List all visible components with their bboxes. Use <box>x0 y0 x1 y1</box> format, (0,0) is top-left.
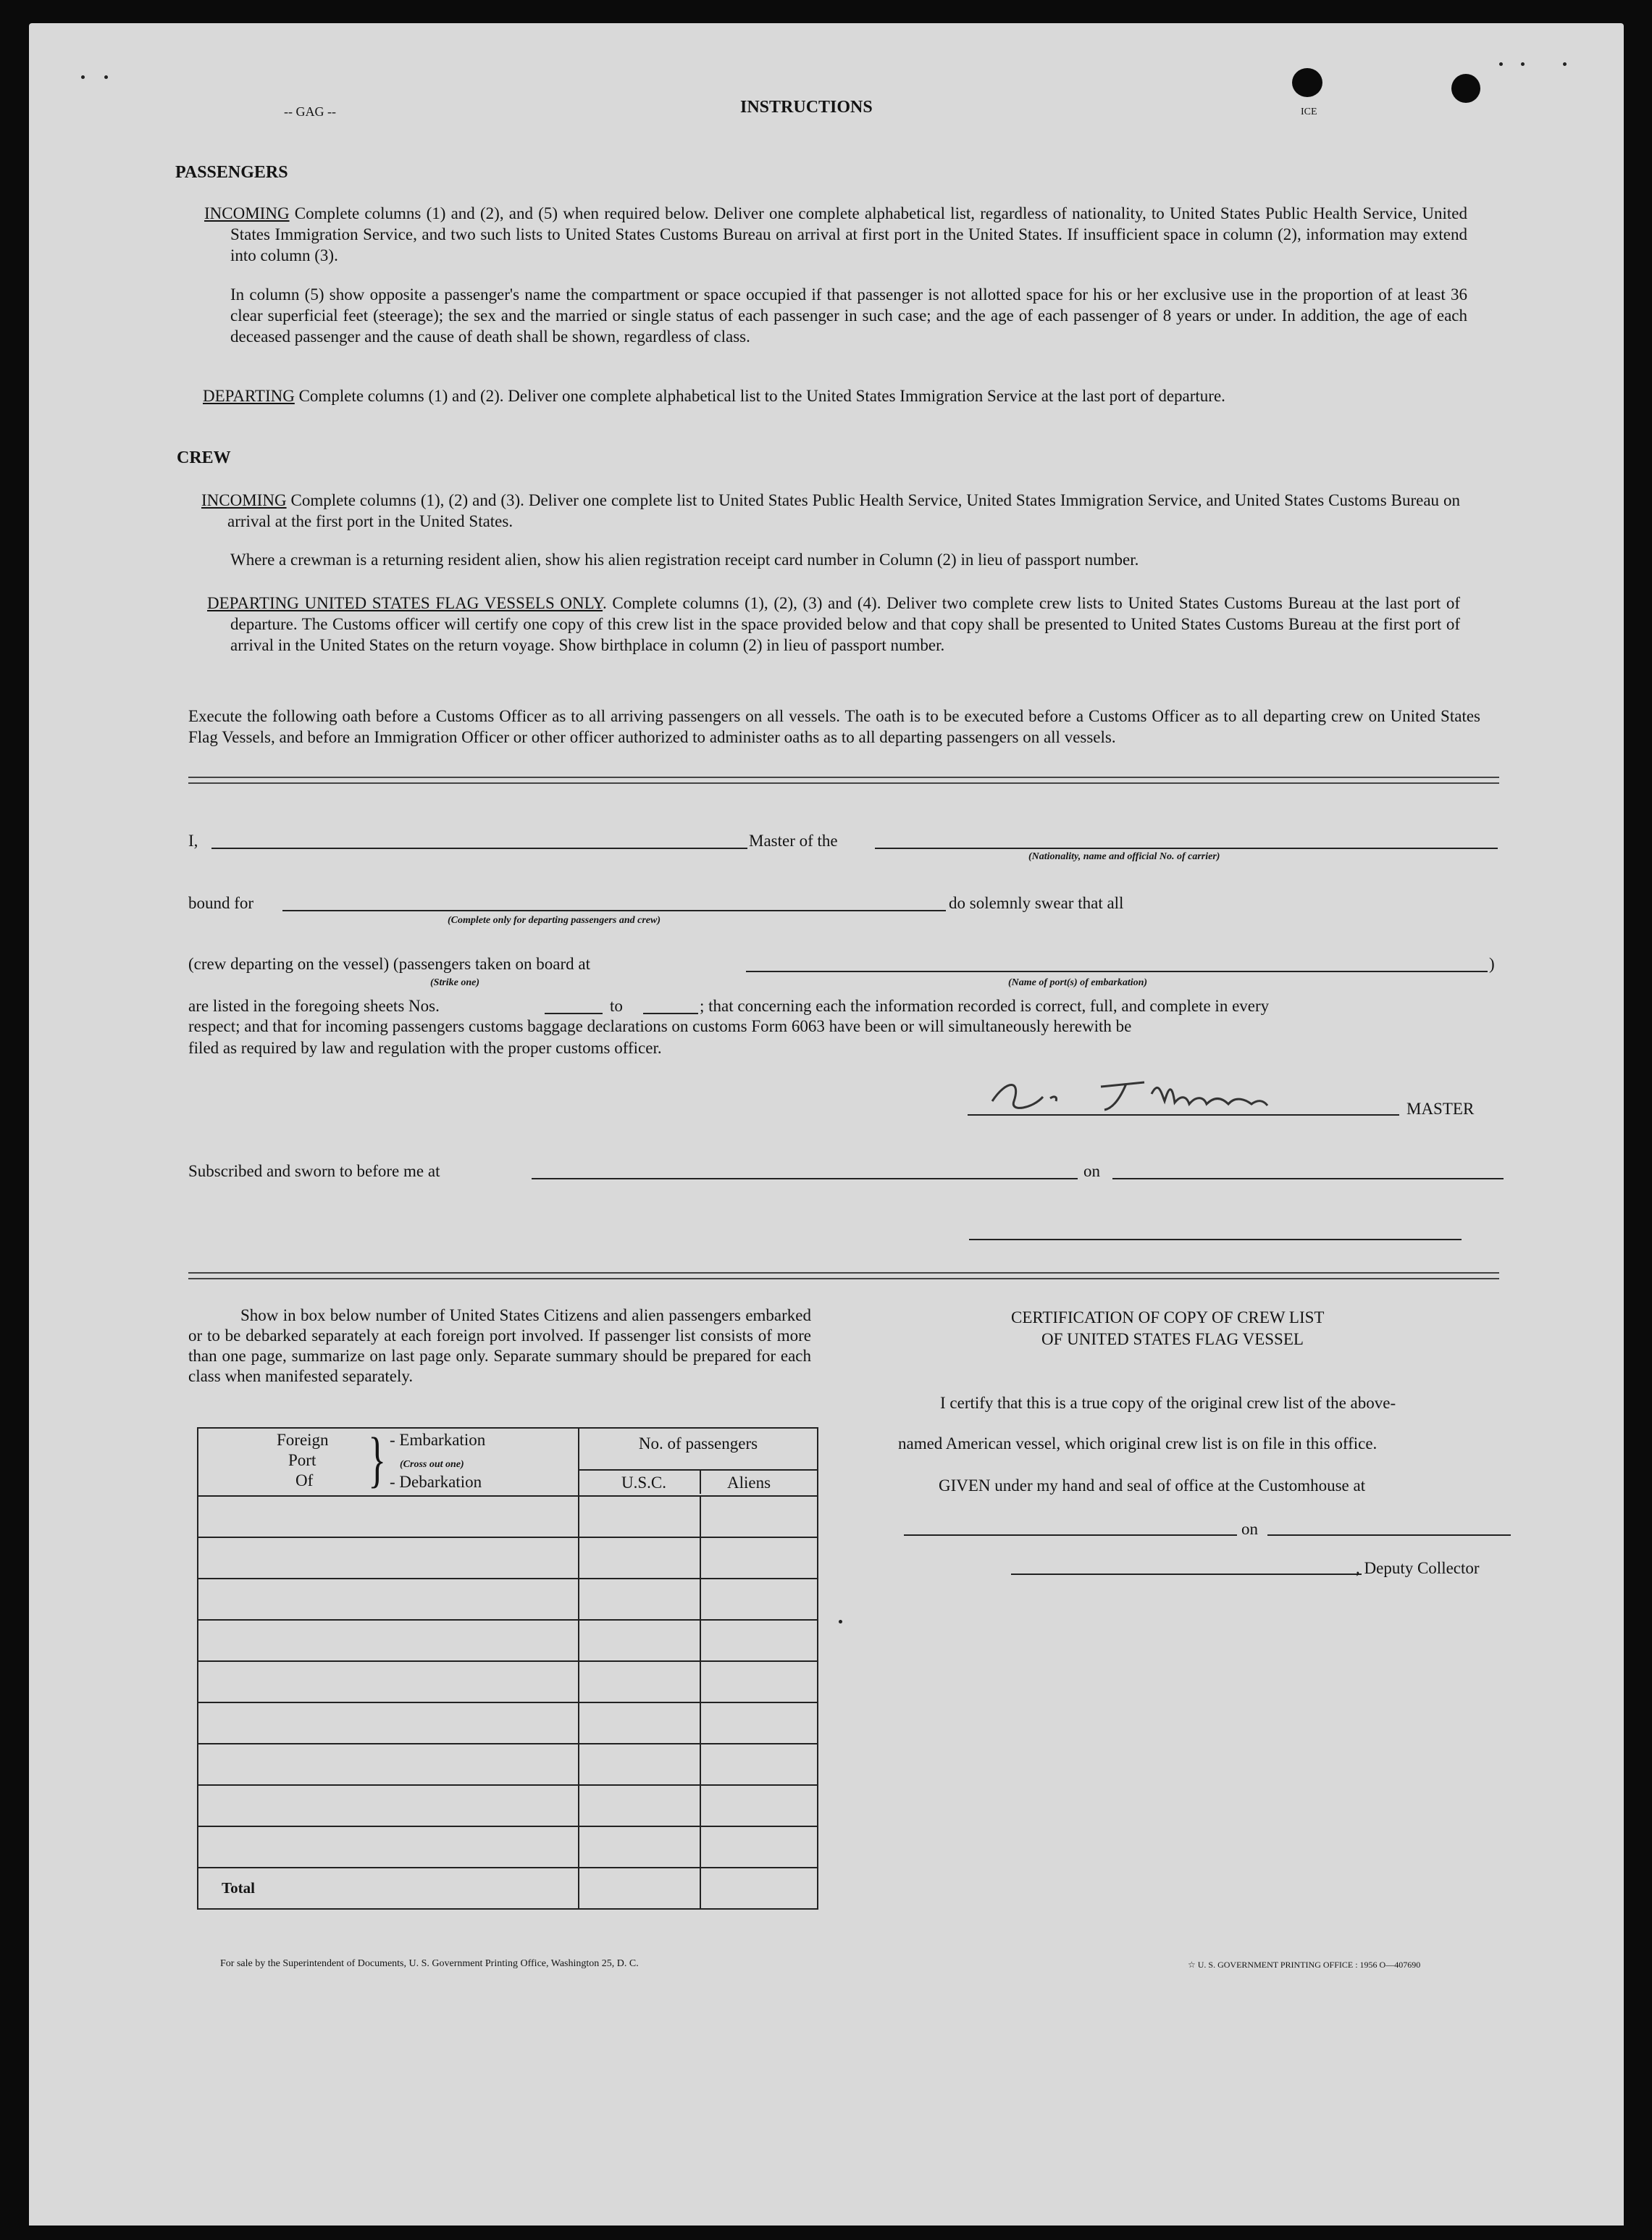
carrier-caption: (Nationality, name and official No. of carrier) <box>1028 851 1220 862</box>
foreign-label: Foreign <box>277 1431 329 1449</box>
scan-speck <box>839 1620 842 1623</box>
usc-total-cell[interactable] <box>579 1868 700 1909</box>
aliens-cell[interactable] <box>700 1496 818 1537</box>
cert-line-2: named American vessel, which original crew list is on file in this office. <box>898 1434 1378 1453</box>
crew-departing <box>207 593 1460 656</box>
sheet-from-field[interactable] <box>545 1013 603 1014</box>
scan-speck <box>1563 62 1567 66</box>
usc-cell[interactable] <box>579 1744 700 1785</box>
brace-icon: } <box>368 1424 387 1494</box>
usc-cell[interactable] <box>579 1826 700 1868</box>
usc-cell[interactable] <box>579 1620 700 1661</box>
master-signature <box>963 1072 1412 1119</box>
aliens-cell[interactable] <box>700 1702 818 1744</box>
of-label: Of <box>295 1471 314 1489</box>
passengers-incoming-text: Complete columns (1) and (2), and (5) when required below. Deliver one complete alphabetical list, regardless of nationality, to United States Public Health Service, United States Immigration Service, and two such lists to United States Customs Bureau on arrival at first port in the United States. If insufficient space in column (2), information may extend into column (3). <box>230 204 1467 264</box>
passengers-incoming <box>204 203 1467 266</box>
master-name-field[interactable] <box>211 848 747 849</box>
port-cell[interactable] <box>198 1826 579 1868</box>
port-cell[interactable] <box>198 1785 579 1826</box>
passengers-column5: In column (5) show opposite a passenger's name the compartment or space occupied if that passenger is not allotted space for his or her exclusive use in the proportion of at least 36 clear superficial feet (steerage); the sex and the married or single status of each passenger in such case; and the age of each passenger of 8 years or under. In addition, the age of each deceased passenger and the cause of death shall be shown, regardless of class. <box>230 285 1467 346</box>
port-cell[interactable] <box>198 1537 579 1579</box>
scan-speck <box>104 75 108 79</box>
cert-date-field[interactable] <box>1267 1534 1511 1536</box>
scan-speck <box>1521 62 1525 66</box>
total-label: Total <box>222 1879 255 1897</box>
crew-departing-label: DEPARTING UNITED STATES FLAG VESSELS ONLY <box>207 594 603 612</box>
total-row-label-cell <box>198 1868 579 1909</box>
customhouse-field[interactable] <box>904 1534 1237 1536</box>
aliens-total-cell[interactable] <box>700 1868 818 1909</box>
aliens-cell[interactable] <box>700 1826 818 1868</box>
cert-title-1: CERTIFICATION OF COPY OF CREW LIST <box>1011 1308 1325 1326</box>
port-cell[interactable] <box>198 1496 579 1537</box>
oath-master: MASTER <box>1406 1100 1475 1118</box>
usc-cell[interactable] <box>579 1661 700 1702</box>
divider <box>188 777 1499 784</box>
punch-hole <box>1292 68 1322 97</box>
oath-on: on <box>1083 1162 1100 1180</box>
aliens-cell[interactable] <box>700 1537 818 1579</box>
crew-incoming-label: INCOMING <box>201 491 287 509</box>
footer-left: For sale by the Superintendent of Documents, U. S. Government Printing Office, Washington 25, D. C. <box>220 1958 639 1969</box>
oath-listed-b: ; that concerning each the information recorded is correct, full, and complete in every <box>700 997 1270 1015</box>
deputy-collector-field[interactable] <box>1011 1574 1362 1575</box>
debarkation-label: - Debarkation <box>390 1473 482 1491</box>
port-label: Port <box>288 1451 316 1469</box>
cert-line-1: I certify that this is a true copy of the original crew list of the above- <box>940 1394 1396 1412</box>
port-cell[interactable] <box>198 1744 579 1785</box>
crew-resident: Where a crewman is a returning resident alien, show his alien registration receipt card number in Column (2) in lieu of passport number. <box>230 551 1139 569</box>
cert-title-2: OF UNITED STATES FLAG VESSEL <box>1041 1330 1304 1348</box>
oath-listed-to: to <box>610 997 623 1015</box>
port-cell[interactable] <box>198 1620 579 1661</box>
oath-listed-a: are listed in the foregoing sheets Nos. <box>188 997 440 1015</box>
oath-bound-for: bound for <box>188 894 254 912</box>
embarkation-label: - Embarkation <box>390 1431 486 1449</box>
crew-departing-text: . Complete columns (1), (2), (3) and (4). Deliver two complete crew lists to United States Customs Bureau at the last port of departure. The Customs officer will certify one copy of this crew list in the space provided below and that copy shall be presented to United States Customs Bureau at the first port of arrival in the United States on the return voyage. Show birthplace in column (2) in lieu of passport number. <box>230 594 1460 654</box>
port-cell[interactable] <box>198 1661 579 1702</box>
punch-hole <box>1451 74 1480 103</box>
passengers-departing-text: Complete columns (1) and (2). Deliver one complete alphabetical list to the United States Immigration Service at the last port of departure. <box>298 387 1225 405</box>
oath-i: I, <box>188 832 198 850</box>
header-left-mark: -- GAG -- <box>284 104 336 119</box>
passenger-summary-table <box>197 1424 818 1910</box>
cert-deputy: , Deputy Collector <box>1356 1559 1480 1577</box>
bound-caption: (Complete only for departing passengers and crew) <box>448 915 661 926</box>
footer-right: ☆ U. S. GOVERNMENT PRINTING OFFICE : 1956 O—407690 <box>1188 1960 1421 1970</box>
passengers-heading: PASSENGERS <box>175 163 288 182</box>
oath-master-of-the: Master of the <box>749 832 838 850</box>
sheet-to-field[interactable] <box>643 1013 698 1014</box>
sworn-place-field[interactable] <box>532 1178 1078 1179</box>
no-of-passengers-header <box>579 1428 818 1496</box>
crew-incoming-text: Complete columns (1), (2) and (3). Deliver one complete list to United States Public Health Service, United States Immigration Service, and United States Customs Bureau on arrival at the first port in the United States. <box>227 491 1460 530</box>
port-cell[interactable] <box>198 1702 579 1744</box>
cert-on: on <box>1241 1520 1258 1538</box>
usc-label: U.S.C. <box>621 1474 666 1492</box>
usc-cell[interactable] <box>579 1702 700 1744</box>
oath-listed-line2: respect; and that for incoming passengers customs baggage declarations on customs Form 6063 have been or will simultaneously herewith be <box>188 1017 1132 1035</box>
usc-cell[interactable] <box>579 1785 700 1826</box>
scan-speck <box>81 75 85 79</box>
oath-crew-passengers: (crew departing on the vessel) (passengers taken on board at <box>188 955 590 973</box>
passengers-departing-label: DEPARTING <box>203 387 295 405</box>
aliens-cell[interactable] <box>700 1744 818 1785</box>
passengers-incoming-label: INCOMING <box>204 204 290 222</box>
aliens-cell[interactable] <box>700 1785 818 1826</box>
master-signature-line[interactable] <box>968 1114 1399 1116</box>
oath-close-paren: ) <box>1489 955 1495 973</box>
port-cell[interactable] <box>198 1579 579 1620</box>
ports-caption: (Name of port(s) of embarkation) <box>1008 977 1148 988</box>
usc-cell[interactable] <box>579 1579 700 1620</box>
sworn-date-field[interactable] <box>1112 1178 1504 1179</box>
aliens-cell[interactable] <box>700 1579 818 1620</box>
header-right-mark: ICE <box>1301 106 1317 117</box>
oath-intro: Execute the following oath before a Customs Officer as to all arriving passengers on all vessels. The oath is to be executed before a Customs Officer as to all departing crew on United States Flag Vessels, and before an Immigration Officer or other officer authorized to administer oaths as to all departing passengers on all vessels. <box>188 707 1480 746</box>
crew-heading: CREW <box>177 448 231 467</box>
usc-cell[interactable] <box>579 1537 700 1579</box>
aliens-cell[interactable] <box>700 1620 818 1661</box>
oath-listed-line3: filed as required by law and regulation with the proper customs officer. <box>188 1039 662 1057</box>
aliens-cell[interactable] <box>700 1661 818 1702</box>
divider <box>188 1272 1499 1279</box>
strike-one-caption: (Strike one) <box>430 977 480 988</box>
foreign-port-header <box>198 1424 579 1496</box>
officer-signature-field[interactable] <box>969 1239 1462 1240</box>
summary-instructions: Show in box below number of United States Citizens and alien passengers embarked or to be debarked separately at each foreign port involved. If passenger list consists of more than one page, summarize on last page only. Separate summary should be prepared for each class when manifested separately. <box>188 1306 811 1385</box>
crew-incoming <box>201 490 1460 532</box>
page-title: INSTRUCTIONS <box>740 98 873 117</box>
scan-speck <box>1499 62 1503 66</box>
passengers-departing <box>203 385 1467 406</box>
oath-subscribed: Subscribed and sworn to before me at <box>188 1162 440 1180</box>
usc-cell[interactable] <box>579 1496 700 1537</box>
cert-line-3: GIVEN under my hand and seal of office at the Customhouse at <box>939 1476 1366 1495</box>
oath-solemnly: do solemnly swear that all <box>949 894 1124 912</box>
no-of-passengers-label: No. of passengers <box>638 1434 758 1453</box>
aliens-label: Aliens <box>727 1474 771 1492</box>
cross-out-label: (Cross out one) <box>400 1459 464 1470</box>
